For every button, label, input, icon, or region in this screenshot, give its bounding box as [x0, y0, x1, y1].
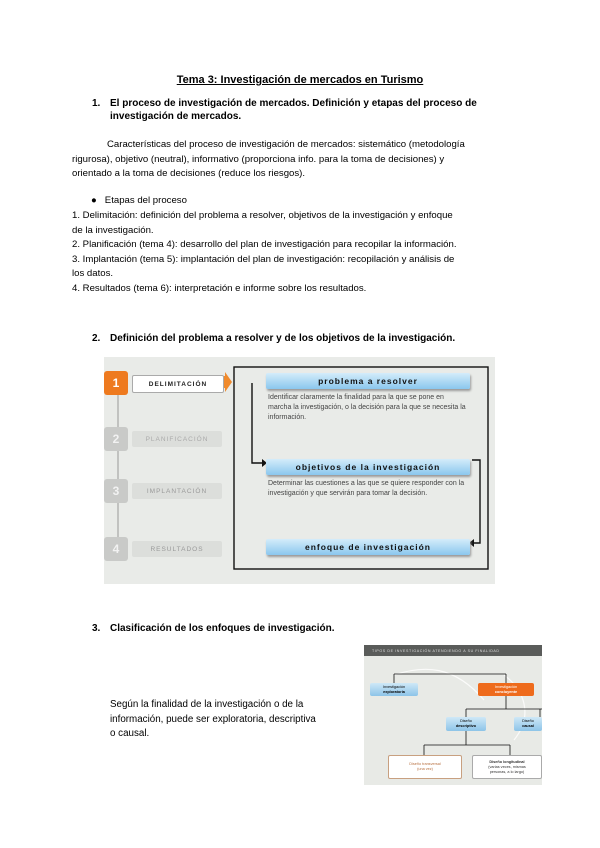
node-transversal-line: Diseño transversal	[409, 762, 441, 766]
section-1-number: 1.	[92, 98, 101, 109]
step-3-badge: 3	[104, 479, 128, 503]
objectives-box: objetivos de la investigación	[266, 459, 470, 475]
step-3-label: IMPLANTACIÓN	[132, 483, 222, 499]
stage-line: 2. Planificación (tema 4): desarrollo del plan de investigación para recopilar la información.	[72, 239, 457, 250]
node-transversal	[388, 755, 462, 779]
section-1-paragraph	[72, 138, 532, 182]
research-types-diagram	[364, 645, 542, 785]
node-longitudinal-line: personas, a lo largo)	[489, 769, 525, 774]
node-exploratory	[370, 683, 418, 696]
stage-line: 1. Delimitación: definición del problema a resolver, objetivos de la investigación y enfoque	[72, 210, 453, 221]
node-conclusive-line: concluyente	[494, 689, 518, 694]
section-3-number: 3.	[92, 623, 101, 634]
objectives-description: Determinar las cuestiones a las que se quiere responder con la investigación y que servirán para tomar la decisión.	[268, 480, 465, 497]
diagram-header: TIPOS DE INVESTIGACIÓN ATENDIENDO A SU FINALIDAD	[364, 645, 542, 656]
node-exploratory-line: Investigación	[382, 684, 406, 689]
section-2-number: 2.	[92, 333, 101, 344]
node-conclusive	[478, 683, 534, 696]
page-title: Tema 3: Investigación de mercados en Turismo	[176, 74, 424, 86]
paragraph-line: Características del proceso de investigación de mercados: sistemático (metodología	[107, 139, 465, 150]
section-2-heading	[92, 332, 530, 345]
section-2-heading-text: Definición del problema a resolver y de los objetivos de la investigación.	[110, 333, 456, 344]
section-3-paragraph	[110, 698, 354, 742]
node-causal-line: Diseño	[522, 719, 534, 723]
section-1-heading	[92, 97, 530, 123]
step-1-label: DELIMITACIÓN	[132, 375, 224, 393]
problem-box: problema a resolver	[266, 373, 470, 389]
bullet-item	[91, 194, 187, 209]
node-descriptive	[446, 717, 486, 731]
step-2-badge: 2	[104, 427, 128, 451]
section-1-heading-line-1: El proceso de investigación de mercados. Definición y etapas del proceso de	[110, 98, 477, 109]
node-longitudinal-line: (varias veces, mismas	[488, 764, 526, 769]
node-descriptive-line: Diseño	[460, 719, 472, 723]
stage-line: los datos.	[72, 268, 114, 279]
paragraph-line: orientado a la toma de decisiones (reduce los riesgos).	[72, 168, 306, 179]
node-conclusive-line: Investigación	[494, 684, 518, 689]
section-3-heading	[92, 622, 530, 635]
stage-line: de la investigación.	[72, 224, 154, 236]
step-4-badge: 4	[104, 537, 128, 561]
stage-line: 3. Implantación (tema 5): implantación del plan de investigación: recopilación y análisis de	[72, 253, 455, 265]
paragraph-line: Según la finalidad de la investigación o de la	[110, 699, 304, 710]
stages-list	[72, 209, 532, 296]
node-exploratory-line: exploratoria	[383, 689, 405, 694]
node-longitudinal	[472, 755, 542, 779]
paragraph-line: o causal.	[110, 728, 150, 739]
node-transversal-line: (una vez)	[417, 767, 433, 771]
step-1-badge: 1	[104, 371, 128, 395]
node-causal-line: causal	[522, 724, 534, 728]
paragraph-line: información, puede ser exploratoria, descriptiva	[110, 713, 316, 725]
bullet-dot: ●	[91, 195, 97, 206]
node-longitudinal-line: Diseño longitudinal	[489, 759, 525, 764]
section-3-heading-text: Clasificación de los enfoques de investigación.	[110, 623, 335, 634]
stage-line: 4. Resultados (tema 6): interpretación e informe sobre los resultados.	[72, 282, 367, 294]
problem-description: Identificar claramente la finalidad para la que se pone en marcha la investigación, o la decisión para la que se necesita la información.	[268, 394, 466, 421]
process-stages-diagram	[104, 357, 495, 584]
step-4-label: RESULTADOS	[132, 541, 222, 557]
paragraph-line: rigurosa), objetivo (neutral), informativo (proporciona info. para la toma de decisiones) y	[72, 153, 445, 165]
approach-box: enfoque de investigación	[266, 539, 470, 555]
node-causal	[514, 717, 542, 731]
step-2-label: PLANIFICACIÓN	[132, 431, 222, 447]
bullet-text: Etapas del proceso	[104, 195, 187, 206]
section-1-heading-line-2: investigación de mercados.	[110, 111, 242, 122]
node-descriptive-line: descriptivo	[455, 724, 477, 728]
